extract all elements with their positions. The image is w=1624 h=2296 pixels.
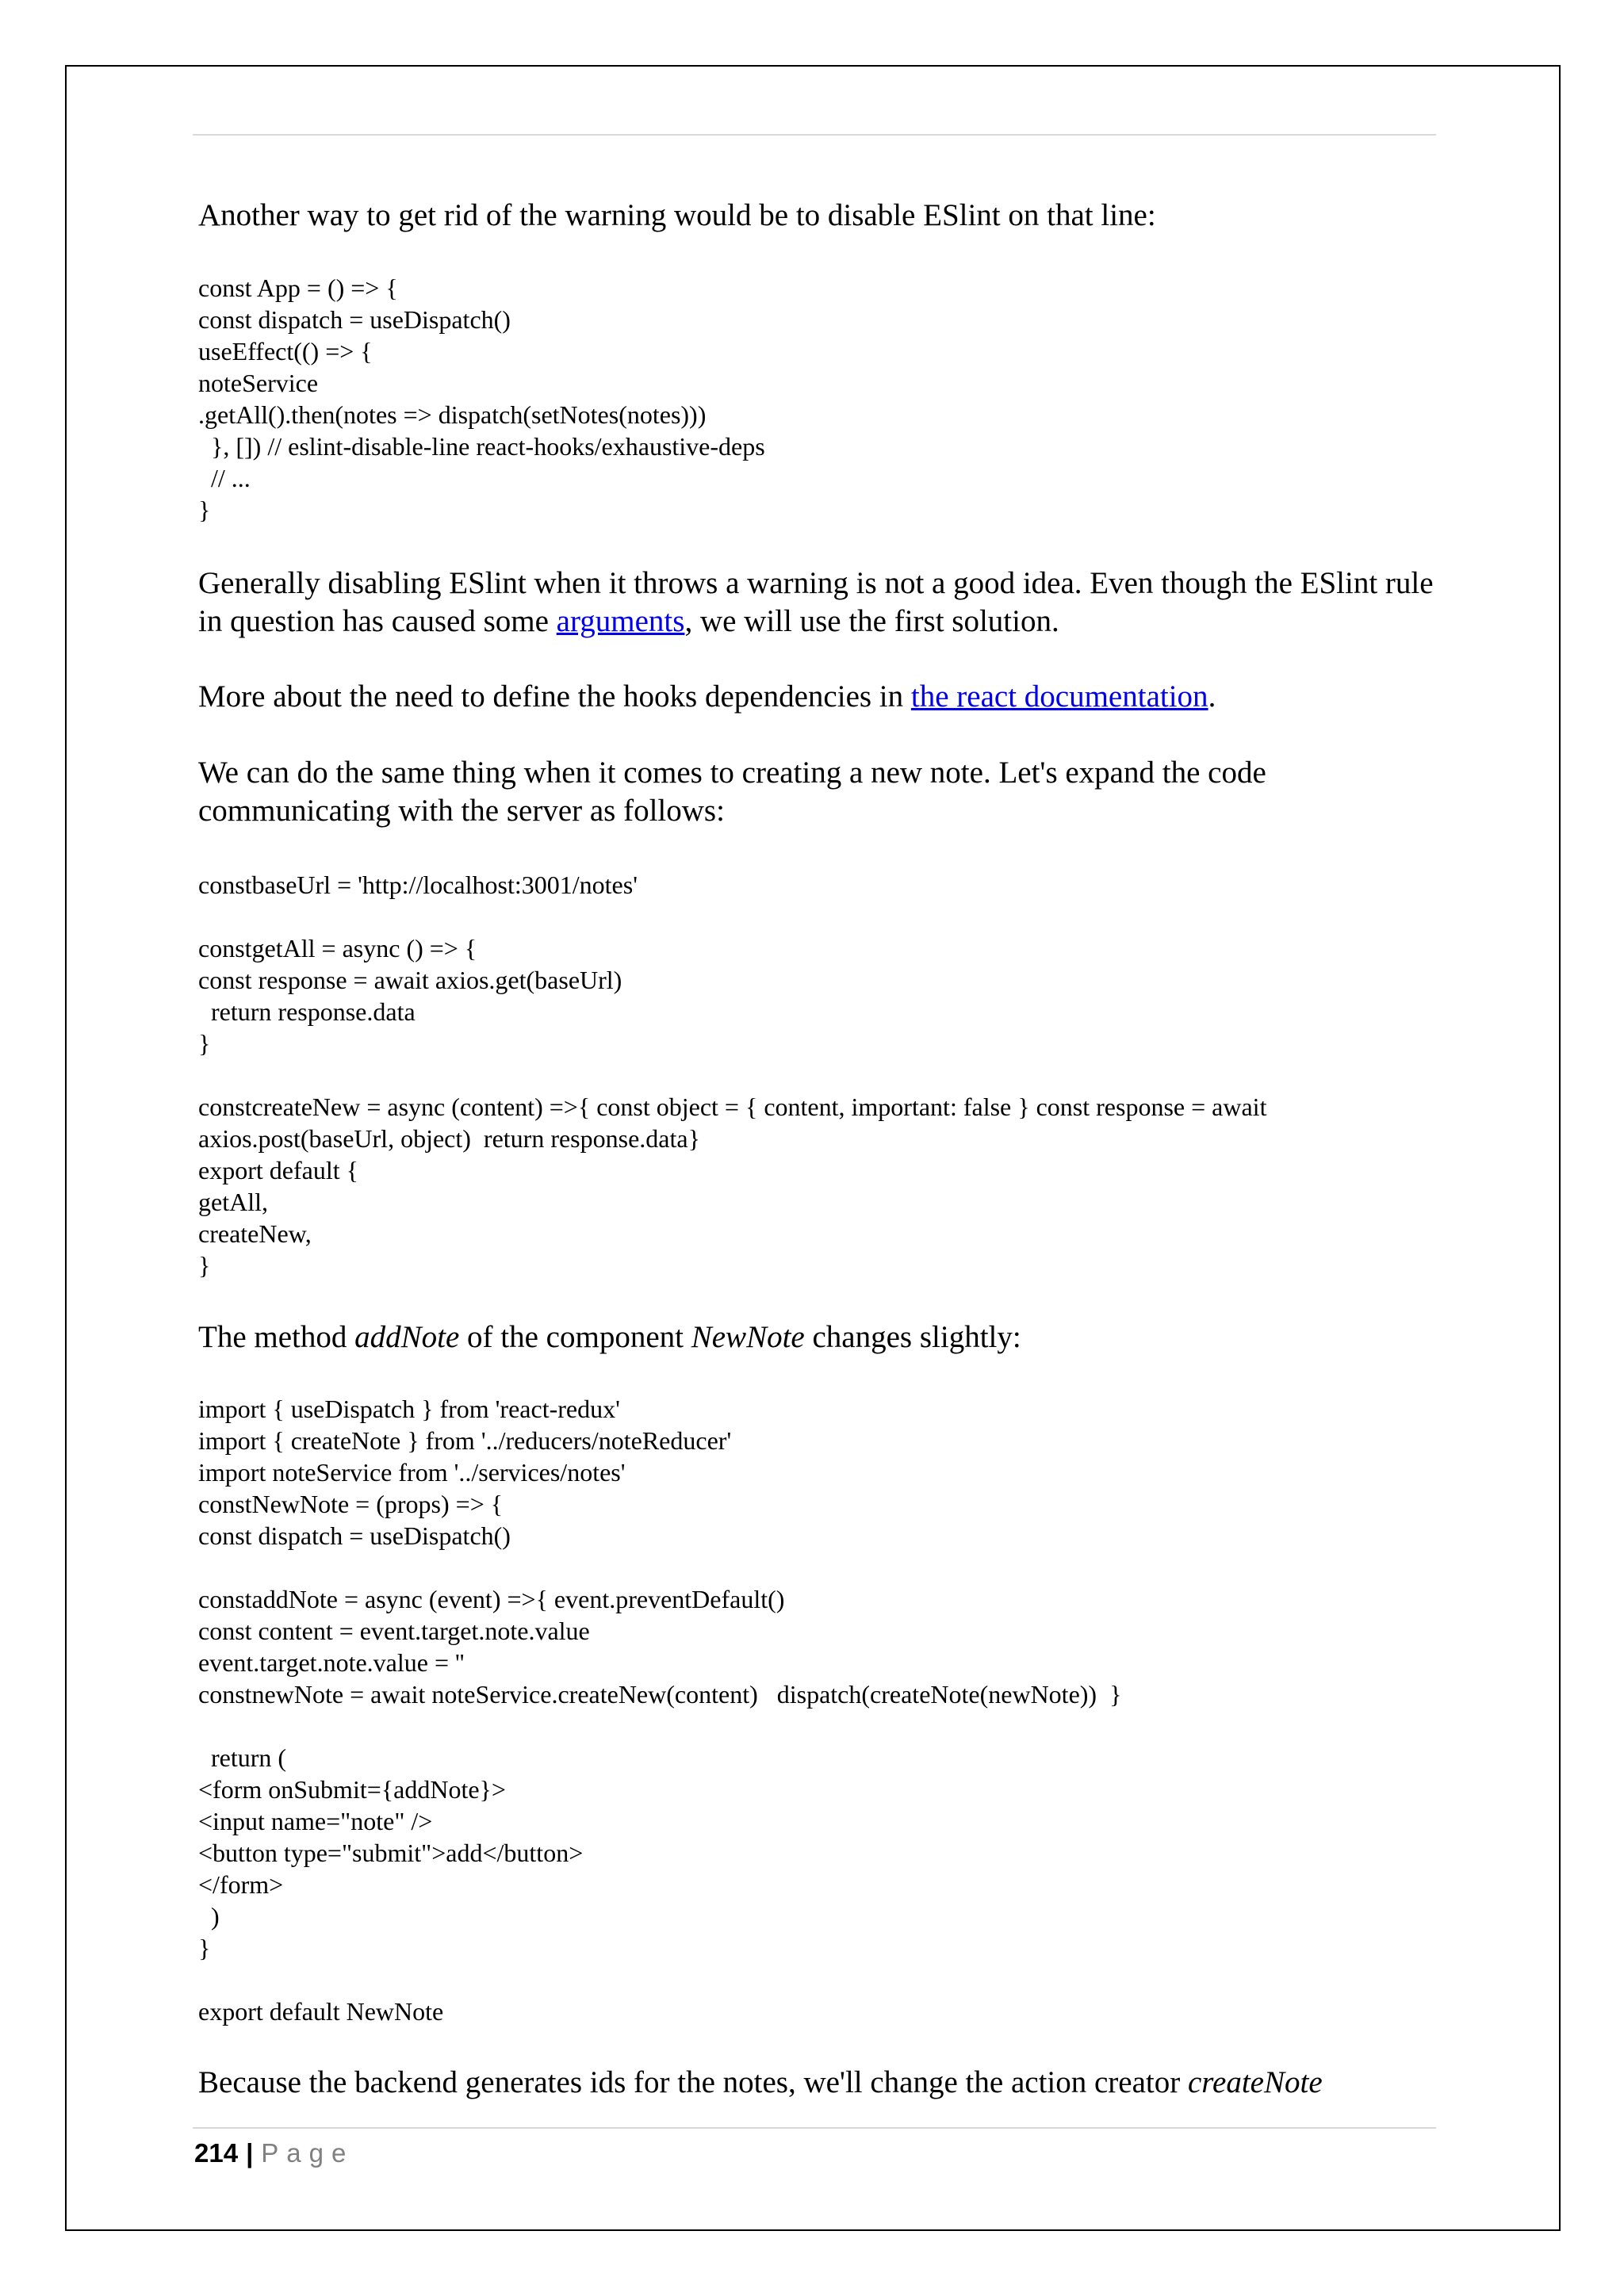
header-rule (193, 134, 1436, 136)
code-line: ) (198, 1902, 220, 1931)
page-label: Page (261, 2138, 354, 2168)
code-line: constbaseUrl = 'http://localhost:3001/notes' (198, 871, 638, 899)
code-line: export default NewNote (198, 1997, 444, 2026)
code-line: const dispatch = useDispatch() (198, 1521, 511, 1550)
code-line: axios.post(baseUrl, object) return response.data} (198, 1124, 700, 1153)
code-line: noteService (198, 369, 319, 397)
code-line: const content = event.target.note.value (198, 1617, 590, 1645)
code-line: <input name="note" /> (198, 1807, 433, 1835)
code-line: constaddNote = async (event) =>{ event.preventDefault() (198, 1585, 785, 1613)
code-line: return ( (198, 1743, 287, 1772)
code-line: } (198, 496, 211, 524)
code-line: export default { (198, 1156, 358, 1184)
paragraph-hooks-dependencies: More about the need to define the hooks dependencies in the react documentation. (198, 679, 1216, 714)
code-block-notes-service (198, 869, 1435, 1281)
code-line (198, 1552, 1435, 1583)
code-line: constgetAll = async () => { (198, 934, 477, 962)
code-line: }, []) // eslint-disable-line react-hooks/exhaustive-deps (198, 432, 765, 461)
code-line (198, 1964, 1435, 1996)
arguments-link[interactable]: arguments (556, 604, 685, 638)
code-line: return response.data (198, 997, 416, 1026)
code-block-app-effect (198, 272, 1435, 526)
code-line: } (198, 1251, 211, 1280)
code-line (198, 901, 1435, 932)
paragraph-backend-ids: Because the backend generates ids for the notes, we'll change the action creator createNote (198, 2065, 1323, 2099)
code-line: const App = () => { (198, 274, 398, 302)
code-line: } (198, 1029, 211, 1058)
page-number: 214 (194, 2138, 239, 2168)
code-line: } (198, 1934, 211, 1962)
code-line: <button type="submit">add</button> (198, 1839, 584, 1867)
react-documentation-link[interactable]: the react documentation (910, 679, 1208, 714)
code-line: event.target.note.value = '' (198, 1648, 465, 1677)
code-line: constNewNote = (props) => { (198, 1490, 504, 1518)
paragraph-disable-eslint: Another way to get rid of the warning would be to disable ESlint on that line: (198, 198, 1156, 232)
code-line (198, 1059, 1435, 1091)
code-line (198, 1710, 1435, 1742)
page-footer (194, 2134, 354, 2172)
paragraph-new-note-intro: We can do the same thing when it comes to creating a new note. Let's expand the code communicating with the server as follows: (198, 756, 1266, 828)
code-line: getAll, (198, 1188, 268, 1216)
code-line: const dispatch = useDispatch() (198, 305, 511, 334)
paragraph-add-note-method: The method addNote of the component NewNote changes slightly: (198, 1320, 1021, 1354)
code-line: constnewNote = await noteService.createNew(content) dispatch(createNote(newNote)) } (198, 1680, 1122, 1709)
code-line: import noteService from '../services/notes' (198, 1458, 626, 1487)
code-line: .getAll().then(notes => dispatch(setNotes(notes))) (198, 400, 707, 429)
code-block-new-note-component (198, 1393, 1435, 2027)
code-line: <form onSubmit={addNote}> (198, 1775, 506, 1804)
footer-separator: | (246, 2138, 254, 2168)
code-line: import { useDispatch } from 'react-redux' (198, 1395, 620, 1423)
code-line: createNew, (198, 1219, 312, 1248)
paragraph-disabling-eslint: Generally disabling ESlint when it throws a warning is not a good idea. Even though the ESlint rule in question has caused some arguments, we will use the first solution. (198, 566, 1434, 638)
code-line: </form> (198, 1870, 284, 1899)
code-line: useEffect(() => { (198, 337, 373, 365)
code-line: import { createNote } from '../reducers/noteReducer' (198, 1426, 732, 1455)
code-line: constcreateNew = async (content) =>{ const object = { content, important: false } const response = await (198, 1093, 1267, 1121)
code-line: // ... (198, 464, 251, 492)
footer-rule (193, 2127, 1436, 2129)
code-line: const response = await axios.get(baseUrl) (198, 966, 622, 994)
